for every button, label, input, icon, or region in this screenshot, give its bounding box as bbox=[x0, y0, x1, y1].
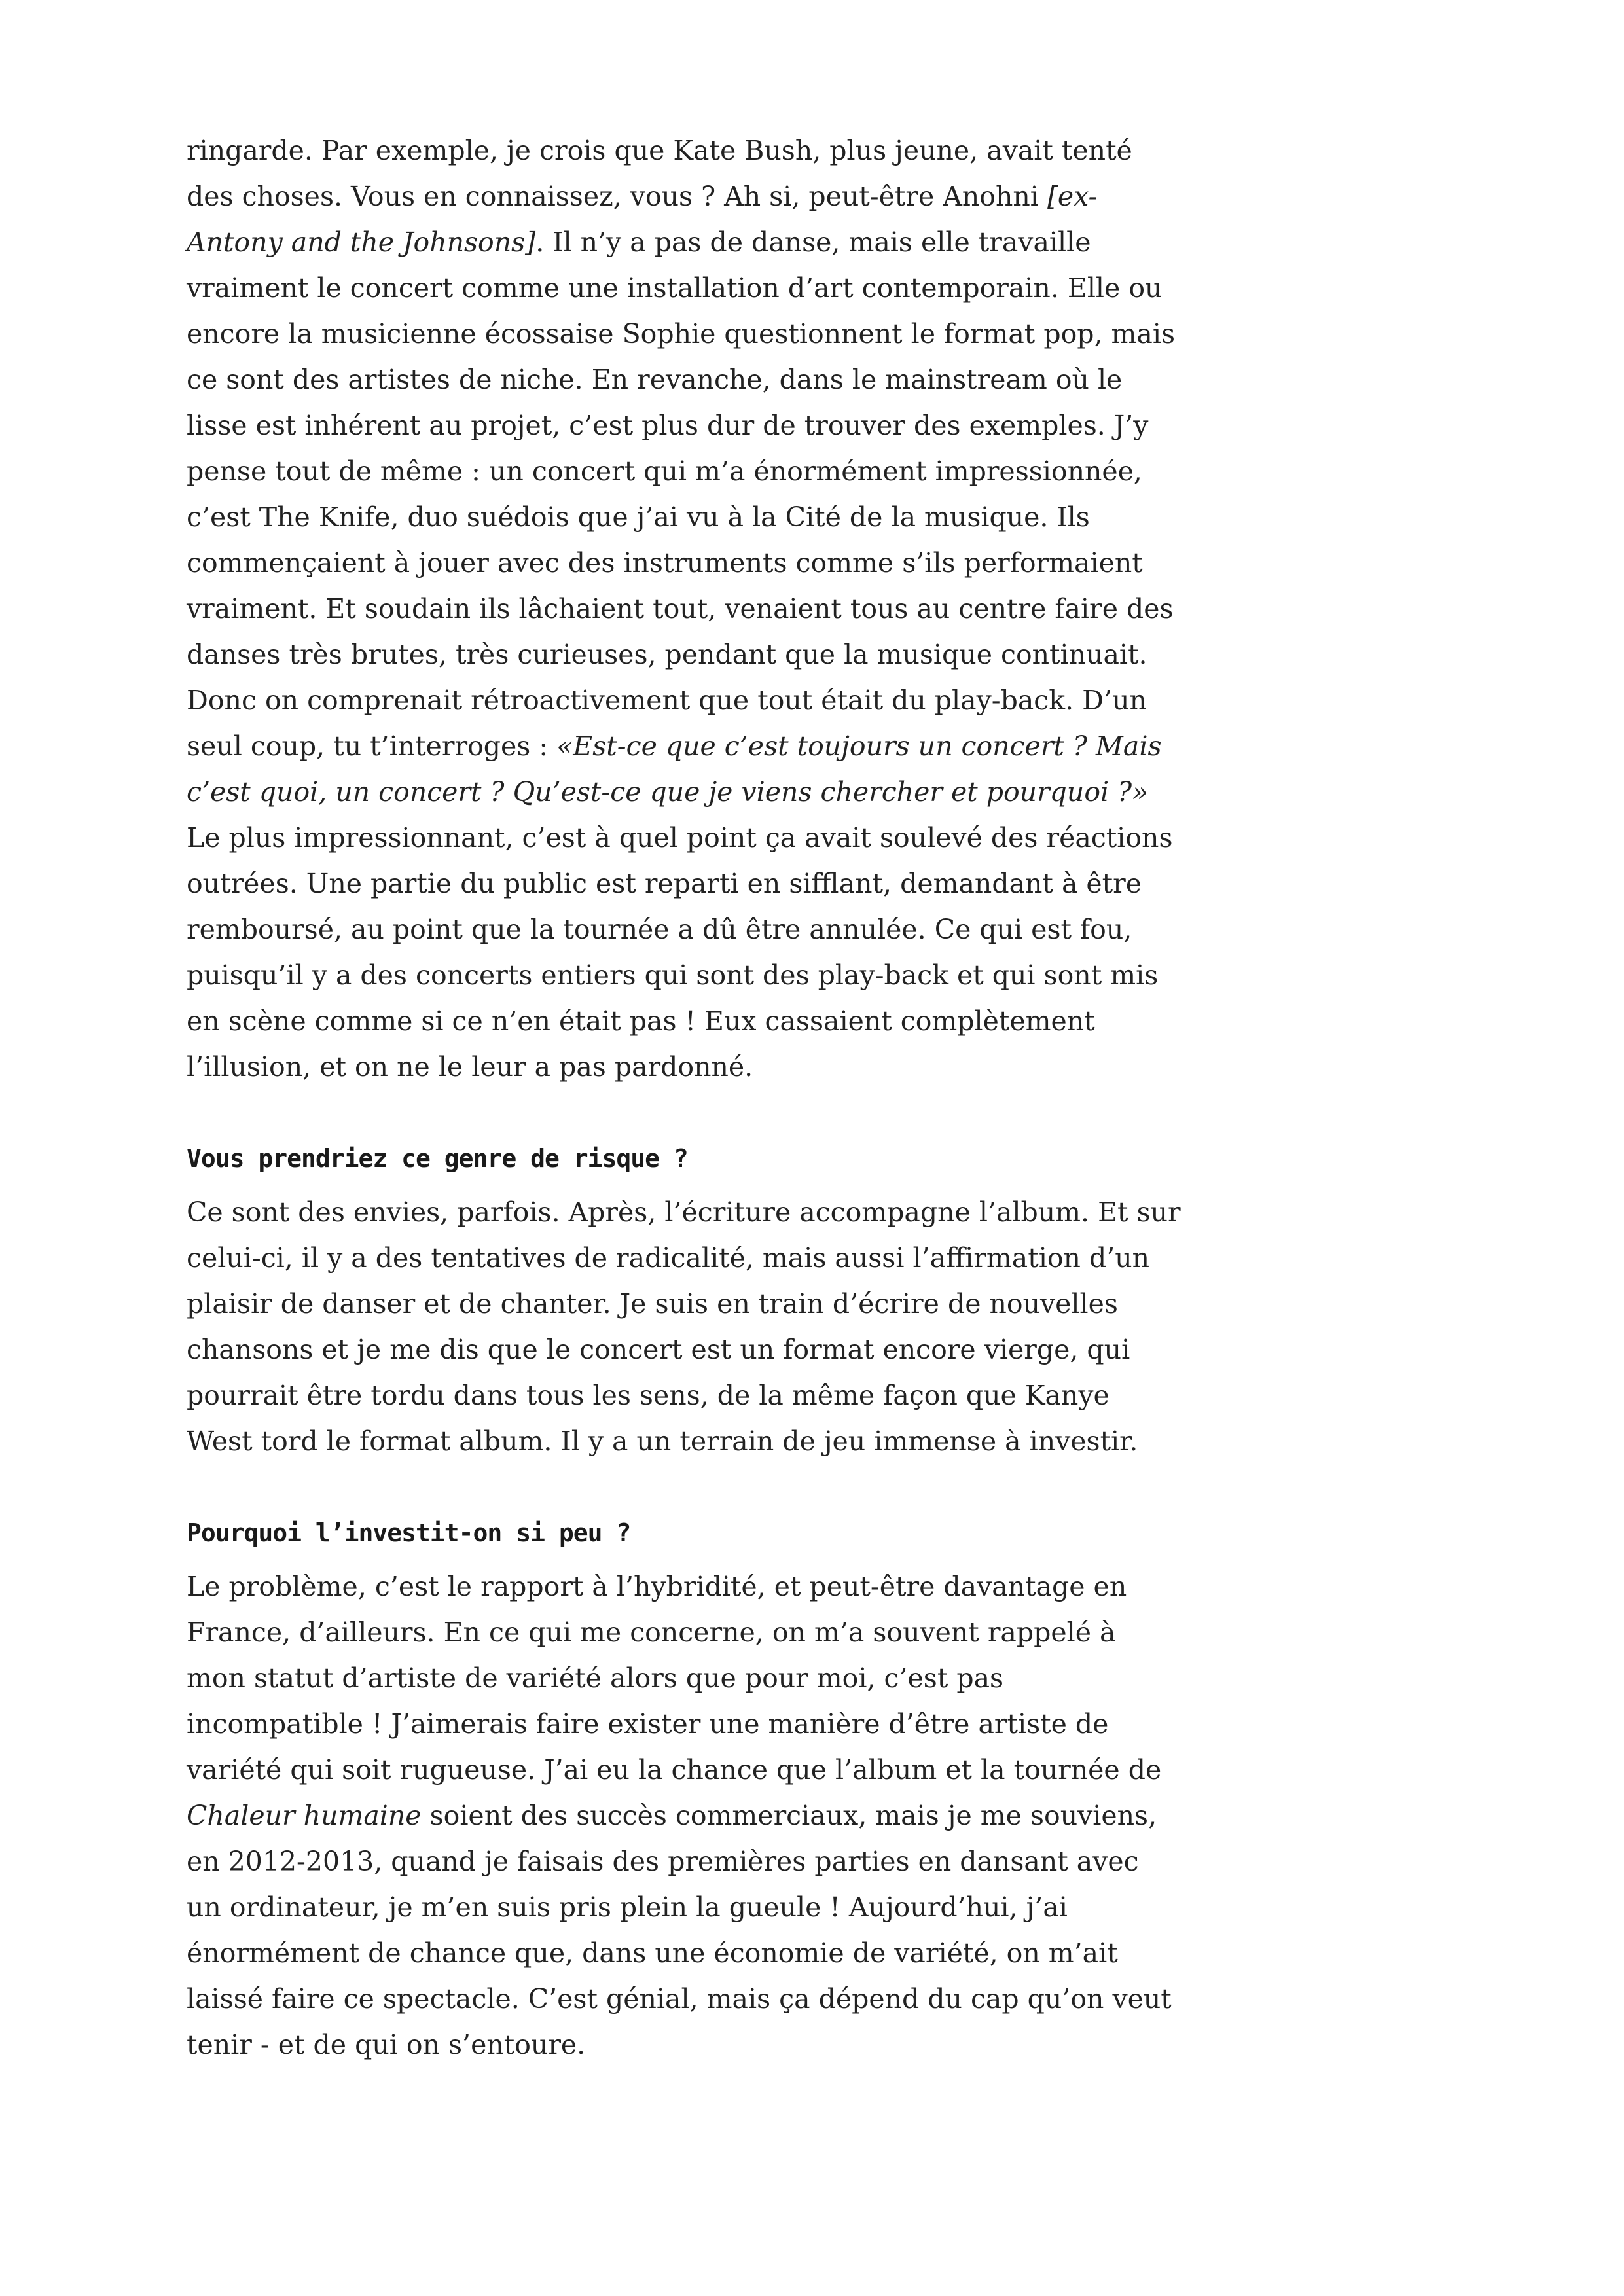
paragraph-2-seg-0: Ce sont des envies, parfois. Après, l’écriture accompagne l’album. Et sur celui-ci, il y a des tentatives de radicalité, mais aussi l’affirmation d’un plaisir de danser et de chanter. Je suis en train d’écrire de nouvelles chansons et je me dis que le concert est un format encore vierge, qui pourrait être tordu dans tous les sens, de la même façon que Kanye West tord le format album. Il y a un terrain de jeu immense à investir. bbox=[187, 1196, 1181, 1457]
article-body bbox=[187, 128, 1182, 2068]
paragraph-1-seg-1: [ex-Antony and the Johnsons] bbox=[187, 181, 1098, 258]
interview-question-2: Pourquoi l’investit-on si peu ? bbox=[187, 1518, 631, 1547]
paragraph-3-seg-0: Le problème, c’est le rapport à l’hybridité, et peut-être davantage en France, d’ailleurs. En ce qui me concerne, on m’a souvent rappelé à mon statut d’artiste de variété alors que pour moi, c’est pas incompatible ! J’aimerais faire exister une manière d’être artiste de variété qui soit rugueuse. J’ai eu la chance que l’album et la tournée de bbox=[187, 1571, 1162, 1785]
paragraph-1-seg-3: «Est-ce que c’est toujours un concert ? Mais c’est quoi, un concert ? Qu’est-ce que je viens chercher et pourquoi ?» bbox=[187, 730, 1162, 808]
paragraph-1-seg-2: . Il n’y a pas de danse, mais elle travaille vraiment le concert comme une installation d’art contemporain. Elle ou encore la musicienne écossaise Sophie questionnent le format pop, mais ce sont des artistes de niche. En revanche, dans le mainstream où le lisse est inhérent au projet, c’est plus dur de trouver des exemples. J’y pense tout de même : un concert qui m’a énormément impressionnée, c’est The Knife, duo suédois que j’ai vu à la Cité de la musique. Ils commençaient à jouer avec des instruments comme s’ils performaient vraiment. Et soudain ils lâchaient tout, venaient tous au centre faire des danses très brutes, très curieuses, pendant que la musique continuait. Donc on comprenait rétroactivement que tout était du play-back. D’un seul coup, tu t’interroges : bbox=[187, 226, 1176, 762]
paragraph-1-seg-0: ringarde. Par exemple, je crois que Kate Bush, plus jeune, avait tenté des choses. Vous en connaissez, vous ? Ah si, peut-être Anohni bbox=[187, 135, 1132, 212]
paragraph-1-seg-4: Le plus impressionnant, c’est à quel point ça avait soulevé des réactions outrées. Une partie du public est reparti en sifflant, demandant à être remboursé, au point que la tournée a dû être annulée. Ce qui est fou, puisqu’il y a des concerts entiers qui sont des play-back et qui sont mis en scène comme si ce n’en était pas ! Eux cassaient complètement l’illusion, et on ne le leur a pas pardonné. bbox=[187, 822, 1173, 1083]
paragraph-3 bbox=[187, 1564, 1182, 2068]
paragraph-2 bbox=[187, 1189, 1182, 1464]
paragraph-1 bbox=[187, 128, 1182, 1090]
paragraph-3-seg-2: soient des succès commerciaux, mais je me souviens, en 2012-2013, quand je faisais des premières parties en dansant avec un ordinateur, je m’en suis pris plein la gueule ! Aujourd’hui, j’ai énormément de chance que, dans une économie de variété, on m’ait laissé faire ce spectacle. C’est génial, mais ça dépend du cap qu’on veut tenir - et de qui on s’entoure. bbox=[187, 1800, 1172, 2060]
paragraph-3-seg-1: Chaleur humaine bbox=[187, 1800, 422, 1831]
interview-question-1: Vous prendriez ce genre de risque ? bbox=[187, 1144, 688, 1173]
